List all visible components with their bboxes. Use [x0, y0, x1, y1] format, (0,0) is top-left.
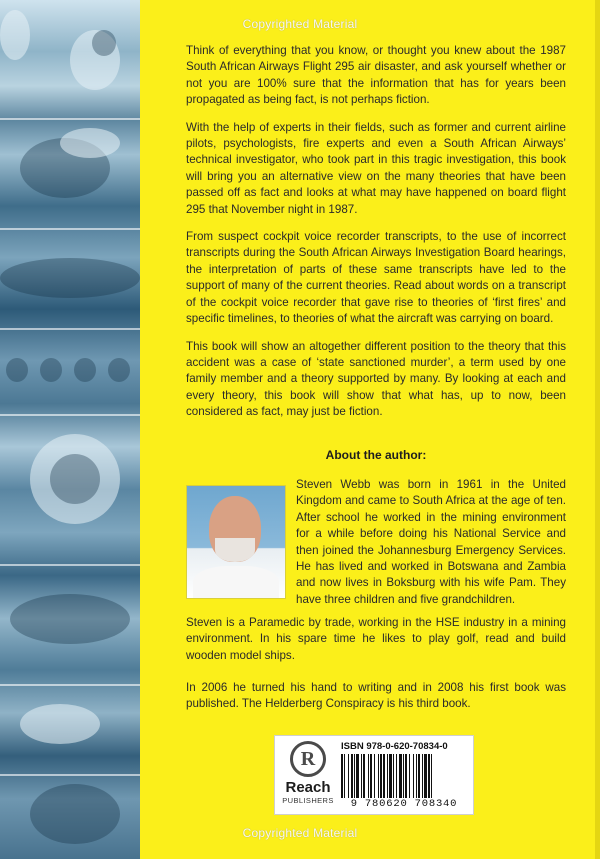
blurb-paragraph-3: From suspect cockpit voice recorder transcripts, to the use of incorrect transcripts during the South African Airways Investigation Board hearings, the interpretation of parts of these same transcripts have led to the support of many of the current theories. Read about words on a transcript of the cockpit voice recorder that gave rise to theories of ‘first fires’ and specific timelines, to theories of what the aircraft was carrying on board. — [186, 230, 566, 326]
barcode-bar — [413, 754, 414, 798]
barcode-bar — [416, 754, 417, 798]
barcode-bar — [409, 754, 410, 798]
blurb — [186, 43, 566, 432]
watermark-top: Copyrighted Material — [242, 17, 358, 31]
author-paragraph-3: In 2006 he turned his hand to writing and in 2008 his first book was published. The Helderberg Conspiracy is his third book. — [186, 681, 566, 711]
barcode-bar — [344, 754, 345, 798]
barcode-bar — [370, 754, 372, 798]
barcode-bar — [363, 754, 365, 798]
barcode-bar — [380, 754, 382, 798]
barcode-bar — [354, 754, 355, 798]
barcode-bar — [424, 754, 427, 798]
barcode-bar — [418, 754, 420, 798]
barcode-bar — [405, 754, 407, 798]
barcode-bar — [348, 754, 349, 798]
barcode-bar — [428, 754, 430, 798]
blurb-paragraph-1: Think of everything that you know, or thought you knew about the 1987 South African Airways Flight 295 air disaster, and ask yourself whether or not you are 100% sure that the information that has for years been propagated as being fact, is not perhaps fiction. — [186, 44, 566, 107]
barcode-bar — [387, 754, 388, 798]
cover-edge — [595, 0, 600, 859]
author-paragraph-2: Steven is a Paramedic by trade, working in the HSE industry in a mining environment. In his spare time he likes to play golf, read and build wooden model ships. — [186, 616, 566, 662]
barcode-bar — [399, 754, 402, 798]
barcode-bar — [356, 754, 359, 798]
publisher-logo-icon: R — [290, 741, 326, 777]
barcode-bar — [378, 754, 379, 798]
barcode-digits: 9 780620 708340 — [350, 798, 458, 810]
photo-wreckage-2 — [0, 228, 140, 330]
watermark-bottom: Copyrighted Material — [242, 826, 358, 840]
barcode-bar — [351, 754, 353, 798]
photo-cabin-windows — [0, 328, 140, 416]
barcode-bar — [361, 754, 362, 798]
author-bio: Steven Webb was born in 1961 in the United Kingdom and came to South Africa at the age of ten. After school he worked in the mining environment for a while before doing his National Service and then joined the Johannesburg Emergency Services. He has lived and worked in Botswana and Zambia and now lives in Boksburg with his wife Pam. They have three children and five grandchildren. — [296, 478, 566, 606]
photo-engine-part — [0, 414, 140, 566]
photo-collage-strip — [0, 0, 140, 859]
barcode-bar — [431, 754, 432, 798]
barcode-bar — [374, 754, 375, 798]
publisher-name: Reach — [285, 779, 331, 796]
barcode-bar — [389, 754, 392, 798]
isbn-label: ISBN 978-0-620-70834-0 — [341, 741, 448, 752]
barcode-bar — [341, 754, 343, 798]
author-photo — [186, 485, 286, 599]
photo-recovery — [0, 774, 140, 859]
barcode — [341, 754, 467, 798]
isbn-barcode-box — [274, 735, 474, 815]
barcode-bar — [403, 754, 404, 798]
blurb-paragraph-2: With the help of experts in their fields, such as former and current airline pilots, psychologists, fire experts and even a South African Airways’ technical investigator, who took part in this tragic investigation, this book will bring you an alternative view on the many theories that have been passed off as fact and looks at what may have happened on board flight 295 that November night in 1987. — [186, 120, 566, 216]
about-author-heading: About the author: — [325, 448, 427, 462]
publisher-subtitle: PUBLISHERS — [282, 796, 334, 805]
blurb-paragraph-4: This book will show an altogether different position to the theory that this accident was a case of ‘state sanctioned murder’, a term used by one family member and a theory supported by many. By looking at each and every theory, this book will show that what has, up to now, been considered as fact, may just be fiction. — [186, 339, 566, 419]
publisher-logo — [281, 741, 335, 805]
photo-wreckage-1 — [0, 118, 140, 230]
barcode-bar — [368, 754, 369, 798]
photo-seabed — [0, 684, 140, 776]
barcode-bar — [422, 754, 423, 798]
barcode-bar — [396, 754, 397, 798]
photo-debris — [0, 564, 140, 686]
barcode-bar — [383, 754, 385, 798]
barcode-bar — [393, 754, 394, 798]
